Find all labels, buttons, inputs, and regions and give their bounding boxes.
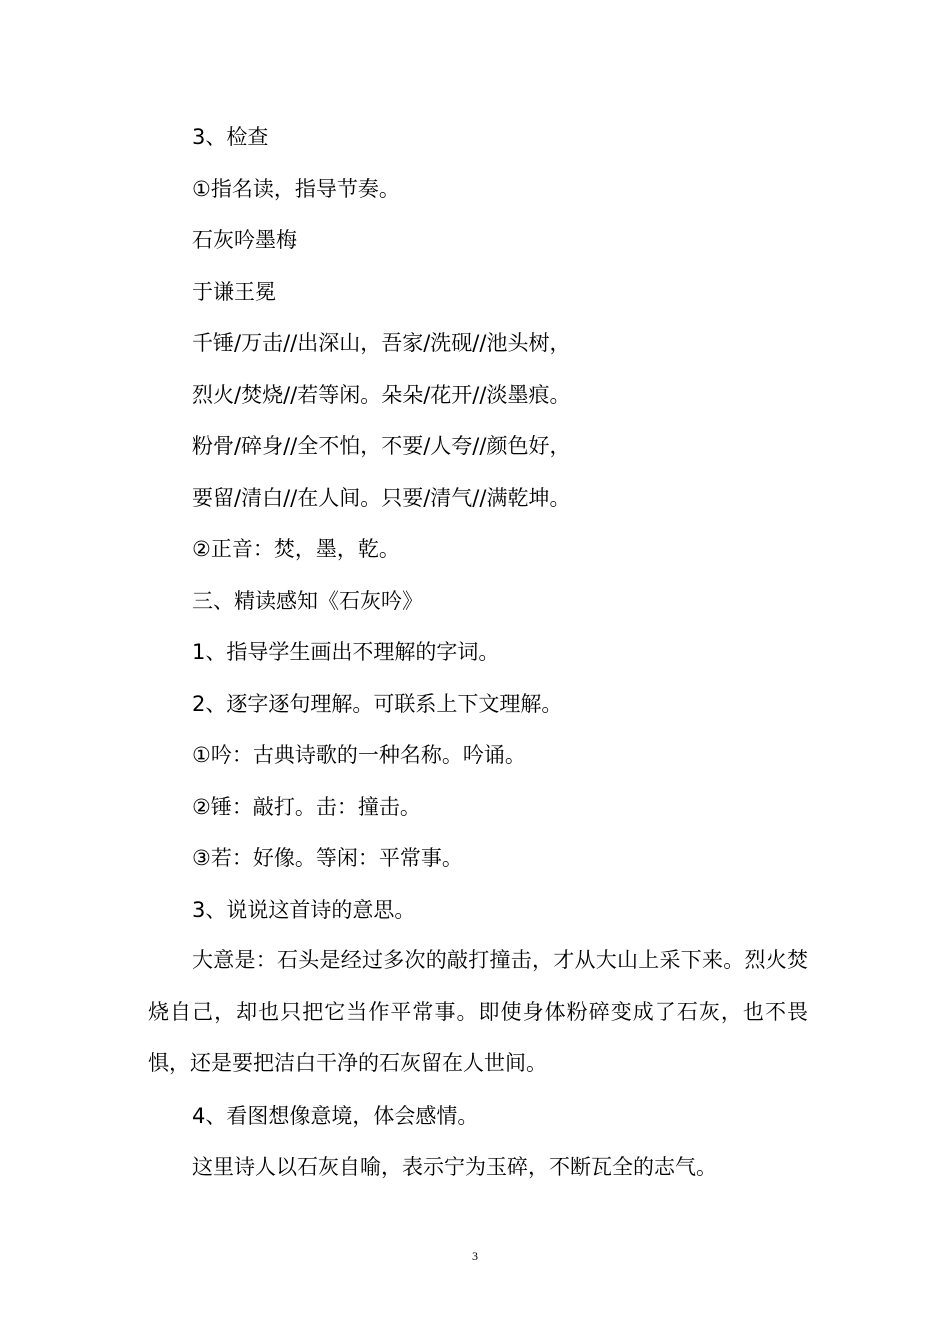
poem-line-2: 烈火/焚烧//若等闲。朵朵/花开//淡墨痕。	[192, 383, 571, 407]
page-number: 3	[472, 1249, 478, 1263]
section-check-heading: 3、检查	[192, 125, 269, 149]
definition-ruo-dengxian: ③若：好像。等闲：平常事。	[192, 846, 463, 870]
step-understand-words: 2、逐字逐句理解。可联系上下文理解。	[192, 692, 563, 716]
poem-line-4: 要留/清白//在人间。只要/清气//满乾坤。	[192, 486, 571, 510]
poem-line-3: 粉骨/碎身//全不怕，不要/人夸//颜色好，	[192, 434, 571, 458]
definition-chui-ji: ②锤：敲打。击：撞击。	[192, 795, 421, 819]
definition-yin: ①吟：古典诗歌的一种名称。吟诵。	[192, 743, 526, 767]
poem-authors: 于谦王冕	[192, 280, 276, 304]
poem-line-1: 千锤/万击//出深山，吾家/洗砚//池头树，	[192, 331, 571, 355]
poet-metaphor-note: 这里诗人以石灰自喻，表示宁为玉碎，不断瓦全的志气。	[192, 1155, 717, 1179]
poem-titles: 石灰吟墨梅	[192, 228, 297, 252]
pronunciation-note: ②正音：焚，墨，乾。	[192, 537, 400, 561]
step-mark-words: 1、指导学生画出不理解的字词。	[192, 640, 500, 664]
step-imagine-scene: 4、看图想像意境，体会感情。	[192, 1104, 479, 1128]
section-intensive-reading-heading: 三、精读感知《石灰吟》	[192, 589, 423, 613]
step-explain-poem: 3、说说这首诗的意思。	[192, 898, 416, 922]
poem-meaning-paragraph: 大意是：石头是经过多次的敲打撞击，才从大山上采下来。烈火焚烧自己，却也只把它当作平常事。即使身体粉碎变成了石灰，也不畏惧，还是要把洁白干净的石灰留在人世间。	[148, 948, 808, 1075]
instruction-read-rhythm: ①指名读，指导节奏。	[192, 177, 400, 201]
